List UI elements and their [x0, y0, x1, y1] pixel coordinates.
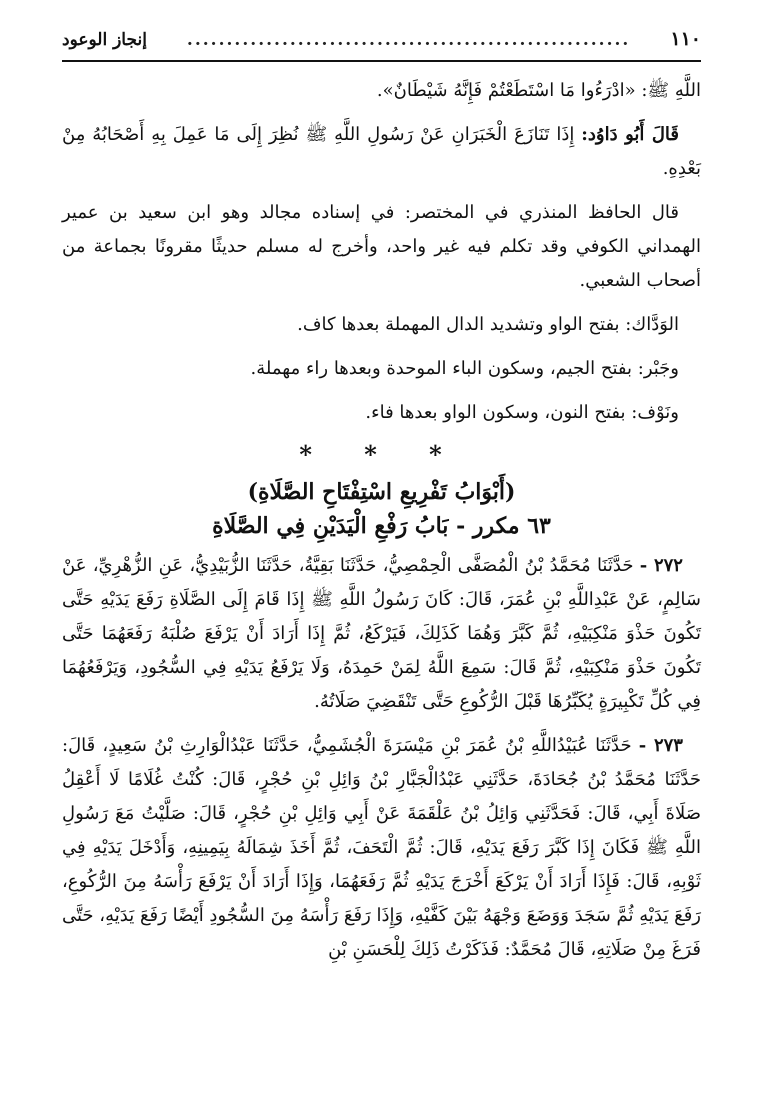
- page-number: ١١٠: [670, 28, 701, 50]
- hadith-number: ٢٧٢ -: [639, 555, 683, 576]
- abu-dawud-label: قَالَ أَبُو دَاوُد:: [581, 124, 679, 145]
- paragraph-note-jabr: وجَبْر: بفتح الجيم، وسكون الباء الموحدة وبعدها راء مهملة.: [250, 358, 679, 379]
- abu-dawud-text: إِذَا تَنَازَعَ الْخَبَرَانِ عَنْ رَسُولِ اللَّهِ ﷺ نُظِرَ إِلَى مَا عَمِلَ بِهِ أَصْحَابُهُ مِنْ بَعْدِهِ.: [62, 124, 701, 179]
- page-header: [62, 28, 701, 62]
- book-title: إنجاز الوعود: [62, 30, 147, 50]
- hadith-number: ٢٧٣ -: [638, 735, 683, 756]
- paragraph-hadith-end: اللَّهِ ﷺ: «ادْرَءُوا مَا اسْتَطَعْتُمْ فَإِنَّهُ شَيْطَانٌ».: [376, 80, 701, 101]
- hadith-273: [62, 729, 701, 967]
- hadith-text: حَدَّثَنَا عُبَيْدُاللَّهِ بْنُ عُمَرَ بْنِ مَيْسَرَةَ الْجُشَمِيُّ، حَدَّثَنَا عَبْدُالْوَارِثِ بْنُ سَعِيدٍ، قَالَ: حَدَّثَنَا مُحَمَّدُ بْنُ جُحَادَةَ، حَدَّثَنِي عَبْدُالْجَبَّارِ بْنُ وَائِلِ بْنِ حُجْرٍ، قَالَ: كُنْتُ غُلَامًا لَا أَعْقِلُ صَلَاةَ أَبِي، قَالَ: فَحَدَّثَنِي وَائِلُ بْنُ عَلْقَمَةَ عَنْ أَبِي وَائِلِ بْنِ حُجْرٍ، قَالَ: صَلَّيْتُ مَعَ رَسُولِ اللَّهِ ﷺ فَكَانَ إِذَا كَبَّرَ رَفَعَ يَدَيْهِ، قَالَ: ثُمَّ الْتَحَفَ، ثُمَّ أَخَذَ شِمَالَهُ بِيَمِينِهِ، وَأَدْخَلَ يَدَيْهِ فِي ثَوْبِهِ، قَالَ: فَإِذَا أَرَادَ أَنْ يَرْكَعَ أَخْرَجَ يَدَيْهِ ثُمَّ رَفَعَهُمَا، وَإِذَا أَرَادَ أَنْ يَرْفَعَ رَأْسَهُ مِنَ الرُّكُوعِ، رَفَعَ يَدَيْهِ ثُمَّ سَجَدَ وَوَضَعَ وَجْهَهُ بَيْنَ كَفَّيْهِ، وَإِذَا رَفَعَ رَأْسَهُ مِنَ السُّجُودِ أَيْضًا رَفَعَ يَدَيْهِ، حَتَّى فَرَغَ مِنْ صَلَاتِهِ، قَالَ مُحَمَّدٌ: فَذَكَرْتُ ذَلِكَ لِلْحَسَنِ بْنِ: [62, 735, 701, 960]
- hadith-272: [62, 549, 701, 719]
- section-separator: * * *: [299, 440, 464, 469]
- paragraph-note-waddak: الوَدَّاك: بفتح الواو وتشديد الدال المهملة بعدها كاف.: [297, 314, 679, 335]
- paragraph-note-nawf: ونَوْف: بفتح النون، وسكون الواو بعدها فاء.: [365, 402, 679, 423]
- document-page: [62, 28, 701, 977]
- paragraph-mundhiri-note: قال الحافظ المنذري في المختصر: في إسناده مجالد وهو ابن سعيد بن عمير الهمداني الكوفي وقد تكلم فيه غير واحد، وأخرج له مسلم حديثًا مقرونًا بجماعة من أصحاب الشعبي.: [62, 202, 701, 291]
- hadith-text: حَدَّثَنَا مُحَمَّدُ بْنُ الْمُصَفَّى الْحِمْصِيُّ، حَدَّثَنَا بَقِيَّةُ، حَدَّثَنَا الزُّبَيْدِيُّ، عَنِ الزُّهْرِيِّ، عَنْ سَالِمٍ، عَنْ عَبْدِاللَّهِ بْنِ عُمَرَ، قَالَ: كَانَ رَسُولُ اللَّهِ ﷺ إِذَا قَامَ إِلَى الصَّلَاةِ رَفَعَ يَدَيْهِ حَتَّى تَكُونَ حَذْوَ مَنْكِبَيْهِ، ثُمَّ كَبَّرَ وَهُمَا كَذَلِكَ، فَيَرْكَعُ، ثُمَّ إِذَا أَرَادَ أَنْ يَرْفَعَ صُلْبَهُ رَفَعَهُمَا حَتَّى تَكُونَ حَذْوَ مَنْكِبَيْهِ، ثُمَّ قَالَ: سَمِعَ اللَّهُ لِمَنْ حَمِدَهُ، وَلَا يَرْفَعُ يَدَيْهِ فِي السُّجُودِ، وَيَرْفَعُهُمَا فِي كُلِّ تَكْبِيرَةٍ يُكَبِّرُهَا قَبْلَ الرُّكُوعِ حَتَّى تَنْقَضِيَ صَلَاتُهُ.: [62, 555, 701, 712]
- paragraph-abu-dawud: [62, 118, 701, 186]
- section-title: (أَبْوَابُ تَفْرِيعِ اسْتِفْتَاحِ الصَّلَاةِ): [247, 479, 516, 505]
- header-leader-dots: ........................................................: [186, 30, 631, 50]
- chapter-title: ٦٣ مكرر - بَابُ رَفْعِ الْيَدَيْنِ فِي الصَّلَاةِ: [212, 513, 551, 539]
